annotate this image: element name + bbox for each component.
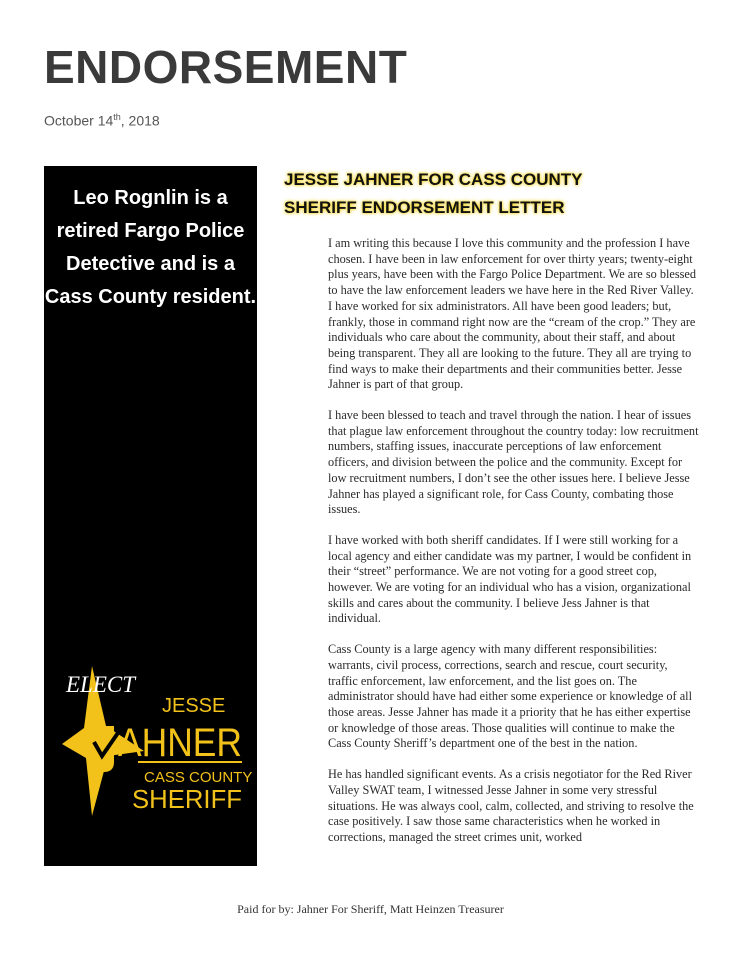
star-checkmark-icon xyxy=(62,666,252,816)
logo-office: SHERIFF xyxy=(132,784,242,814)
logo-first-name: JESSE xyxy=(162,695,226,717)
document-title: ENDORSEMENT xyxy=(44,41,408,93)
paragraph-4: Cass County is a large agency with many different responsibilities: warrants, civil process, corrections, search and rescue, court security, traffic enforcement, law enforcement, and the list goes on. The administrator should have had either some experience or knowledge of all those areas. Jesse Jahner has made it a priority that he has either expertise or knowledge of those areas. Those qualities will continue to make the Cass County Sheriff’s department one of the best in the nation. xyxy=(328,642,693,751)
letter-heading xyxy=(284,166,724,222)
paragraph-1: I am writing this because I love this community and the profession I have chosen. I have been in law enforcement for over thirty years; twenty-eight plus years, have been with the Fargo Police Department. We are so blessed to have the law enforcement leaders we have here in the Red River Valley. I have worked for six administrators. All have been good leaders; but, frankly, those in command right now are the “cream of the crop.” They are individuals who care about the community, about their staff, and about being transparent. They all are looking to the future. They all are trying to find ways to make their departments and their communities better. Jesse Jahner is part of that group. xyxy=(328,236,697,392)
logo-county: CASS COUNTY xyxy=(144,769,252,786)
document-date: October 14th, 2018 xyxy=(44,112,160,129)
logo-elect-text: ELECT xyxy=(66,672,136,697)
sidebar-panel xyxy=(44,166,257,866)
author-bio: Leo Rognlin is a retired Fargo Police Detective and is a Cass County resident. xyxy=(44,187,257,308)
heading-line-1: JESSE JAHNER FOR CASS COUNTY xyxy=(284,170,583,189)
letter-body xyxy=(328,236,700,861)
campaign-logo xyxy=(62,666,252,816)
paragraph-2: I have been blessed to teach and travel through the nation. I hear of issues that plague law enforcement throughout the country today: low recruitment numbers, staffing issues, inaccurate perceptions of law enforcement officers, and division between the police and the community. Except for low recruitment numbers, I don’t see the other issues here. I believe Jesse Jahner has played a significant role, for Cass County, combating those issues. xyxy=(328,408,699,517)
paragraph-5: He has handled significant events. As a crisis negotiator for the Red River Valley SWAT team, I witnessed Jesse Jahner in some very stressful situations. He was always cool, calm, collected, and striving to resolve the case positively. I saw those same characteristics when he worked in corrections, managed the street crimes unit, worked xyxy=(328,767,694,844)
paragraph-3: I have worked with both sheriff candidates. If I were still working for a local agency and either candidate was my partner, I would be confident in their “street” performance. We are not voting for a good street cop, however. We are voting for an individual who has a vision, organizational skills and cares about the community. I believe Jess Jahner is that individual. xyxy=(328,532,692,626)
paid-for-disclaimer: Paid for by: Jahner For Sheriff, Matt Heinzen Treasurer xyxy=(237,902,504,916)
logo-last-name: AHNER xyxy=(118,721,242,765)
heading-line-2: SHERIFF ENDORSEMENT LETTER xyxy=(284,198,565,217)
